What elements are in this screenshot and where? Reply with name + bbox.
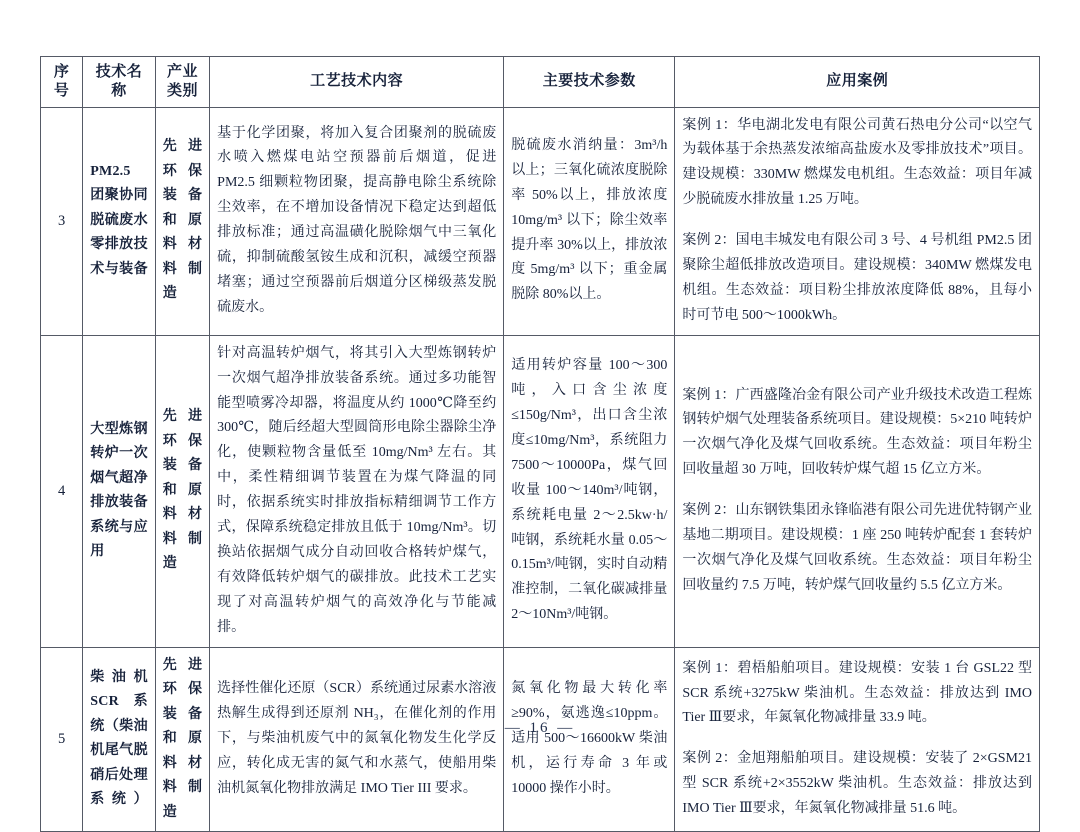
column-header-category: 产业类别 — [155, 57, 209, 108]
cell-industry-category: 先进环保装备和原料材料制造 — [155, 107, 209, 335]
application-case-item: 案例 1：碧梧船舶项目。建设规模：安装 1 台 GSL22 型 SCR 系统+3275kW 柴油机。生态效益：排放达到 IMO Tier Ⅲ要求，年氮氧化物减排量 33.9 吨。 — [682, 660, 1032, 726]
column-header-cases: 应用案例 — [675, 57, 1040, 108]
column-header-no: 序号 — [41, 57, 83, 108]
application-case-item: 案例 2：国电丰城发电有限公司 3 号、4 号机组 PM2.5 团聚除尘超低排放改造项目。建设规模：340MW 燃煤发电机组。生态效益：项目粉尘排放浓度降低 88%，且每小时可节电 500～1000kWh。 — [682, 233, 1032, 323]
table-row — [41, 107, 1040, 335]
table-header — [41, 57, 1040, 108]
cell-row-number: 5 — [41, 647, 83, 832]
table-header-row — [41, 57, 1040, 108]
cell-application-cases — [675, 107, 1040, 335]
column-header-content: 工艺技术内容 — [210, 57, 504, 108]
cell-technology-name: 大型炼钢转炉一次烟气超净排放装备系统与应用 — [83, 335, 156, 647]
technology-catalog-table — [40, 56, 1040, 832]
cell-technical-parameters: 脱硫废水消纳量：3m³/h 以上；三氧化硫浓度脱除率 50%以上，排放浓度 10mg/m³ 以下；除尘效率提升率 30%以上，排放浓度 5mg/m³ 以下；重金属脱除 80%以上。 — [504, 107, 675, 335]
table-row — [41, 335, 1040, 647]
cell-process-content: 基于化学团聚，将加入复合团聚剂的脱硫废水喷入燃煤电站空预器前后烟道，促进 PM2.5 细颗粒物团聚，提高静电除尘系统除尘效率，在不增加设备情况下稳定达到超低排放标准；通过高温磺化脱除烟气中三氧化硫，抑制硫酸氢铵生成和沉积，减缓空预器堵塞；通过空预器前后烟道分区梯级蒸发脱硫废水。 — [210, 107, 504, 335]
cell-process-content: 选择性催化还原（SCR）系统通过尿素水溶液热解生成得到还原剂 NH₃，在催化剂的作用下，与柴油机废气中的氮氧化物发生化学反应，转化成无害的氮气和水蒸气，使船用柴油机氮氧化物排放满足 IMO Tier III 要求。 — [210, 647, 504, 832]
cell-technical-parameters: 氮氧化物最大转化率≥90%，氨逃逸≤10ppm。适用 500～16600kW 柴油机，运行寿命 3 年或 10000 操作小时。 — [504, 647, 675, 832]
column-header-name: 技术名称 — [83, 57, 156, 108]
page-footer: — 16 — — [504, 720, 576, 736]
cell-industry-category: 先进环保装备和原料材料制造 — [155, 647, 209, 832]
cell-row-number: 4 — [41, 335, 83, 647]
cell-row-number: 3 — [41, 107, 83, 335]
column-header-params: 主要技术参数 — [504, 57, 675, 108]
application-case-item: 案例 2：山东钢铁集团永锋临港有限公司先进优特钢产业基地二期项目。建设规模：1 座 250 吨转炉配套 1 套转炉一次烟气净化及煤气回收系统。生态效益：项目年粉尘回收量约 7.5 万吨，转炉煤气回收量约 5.5 亿立方米。 — [682, 503, 1032, 593]
cell-technical-parameters: 适用转炉容量 100～300 吨，入口含尘浓度≤150g/Nm³，出口含尘浓度≤10mg/Nm³，系统阻力 7500～10000Pa，煤气回收量 100～140m³/吨钢，系统耗电量 2～2.5kw·h/吨钢，系统耗水量 0.05～0.15m³/吨钢，实时自动精准控制，二氧化碳减排量 2～10Nm³/吨钢。 — [504, 335, 675, 647]
cell-technology-name: PM2.5 团聚协同脱硫废水零排放技术与装备 — [83, 107, 156, 335]
table-row — [41, 647, 1040, 832]
cell-process-content: 针对高温转炉烟气，将其引入大型炼钢转炉一次烟气超净排放装备系统。通过多功能智能型喷雾冷却器，将温度从约 1000℃降至约 300℃，随后经超大型圆筒形电除尘器除尘净化，使颗粒物含量低至 10mg/Nm³ 左右。其中，柔性精细调节装置在为煤气降温的同时，依据系统实时排放指标精细调节工作方式，保障系统稳定排放且低于 10mg/Nm³。切换站依据烟气成分自动回收合格转炉煤气，有效降低转炉烟气的碳排放。此技术工艺实现了对高温转炉烟气的高效净化与节能减排。 — [210, 335, 504, 647]
cell-technology-name: 柴油机 SCR 系统（柴油机尾气脱硝后处理系统） — [83, 647, 156, 832]
application-case-item: 案例 1：华电湖北发电有限公司黄石热电分公司“以空气为载体基于余热蒸发浓缩高盐废水及零排放技术”项目。建设规模：330MW 燃煤发电机组。生态效益：项目年减少脱硫废水排放量 1.25 万吨。 — [682, 117, 1032, 208]
cell-industry-category: 先进环保装备和原料材料制造 — [155, 335, 209, 647]
application-case-item: 案例 2：金旭翔船舶项目。建设规模：安装了 2×GSM21 型 SCR 系统+2×3552kW 柴油机。生态效益：排放达到 IMO Tier Ⅲ要求，年氮氧化物减排量 51.6 吨。 — [682, 751, 1032, 817]
cell-application-cases — [675, 335, 1040, 647]
cell-application-cases — [675, 647, 1040, 832]
application-case-item: 案例 1：广西盛隆冶金有限公司产业升级技术改造工程炼钢转炉烟气处理装备系统项目。建设规模：5×210 吨转炉一次烟气净化及煤气回收系统。生态效益：项目年粉尘回收量超 30 万吨，回收转炉煤气超 15 亿立方米。 — [682, 387, 1032, 478]
